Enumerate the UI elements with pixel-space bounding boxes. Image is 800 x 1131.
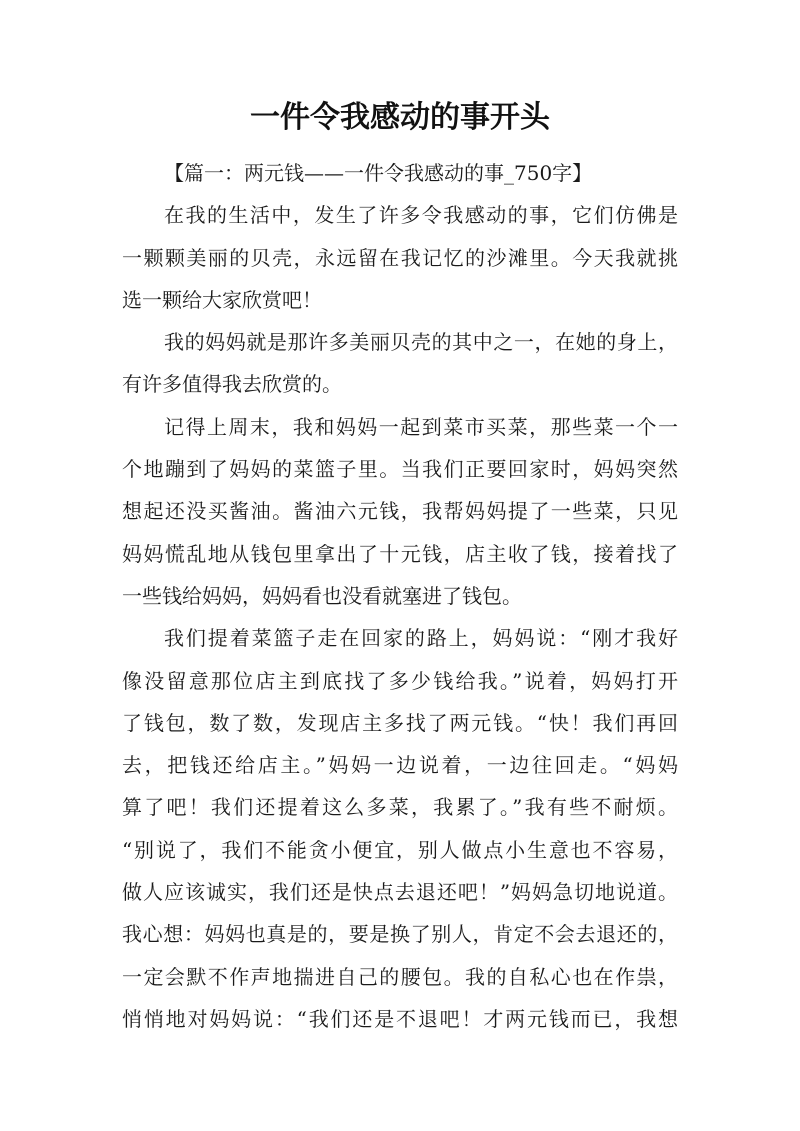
text-line: 像没留意那位店主到底找了多少钱给我。”说着，妈妈打开: [122, 668, 678, 693]
text-line: 悄悄地对妈妈说：“我们还是不退吧！才两元钱而已，我想: [122, 1006, 678, 1031]
text-line: 一些钱给妈妈，妈妈看也没看就塞进了钱包。: [122, 583, 522, 608]
text-line: 做人应该诚实，我们还是快点去退还吧！”妈妈急切地说道。: [122, 880, 678, 905]
text-line: 有许多值得我去欣赏的。: [122, 372, 342, 397]
article-body: [122, 152, 678, 1040]
text-line: 算了吧！我们还提着这么多菜，我累了。”我有些不耐烦。: [122, 795, 678, 820]
text-line: 了钱包，数了数，发现店主多找了两元钱。“快！我们再回: [122, 710, 678, 735]
text-line: 记得上周末，我和妈妈一起到菜市买菜，那些菜一个一: [164, 414, 678, 439]
text-line: 去，把钱还给店主。”妈妈一边说着，一边往回走。“妈妈: [122, 753, 678, 778]
text-line: 选一颗给大家欣赏吧！: [122, 287, 322, 312]
text-line: 妈妈慌乱地从钱包里拿出了十元钱，店主收了钱，接着找了: [122, 541, 678, 566]
text-line: 【篇一：两元钱——一件令我感动的事_750字】: [164, 161, 593, 185]
text-line: 我的妈妈就是那许多美丽贝壳的其中之一，在她的身上，: [164, 330, 678, 355]
page-title: 一件令我感动的事开头: [250, 100, 550, 135]
text-line: 一定会默不作声地揣进自己的腰包。我的自私心也在作祟，: [122, 964, 678, 989]
text-line: 我们提着菜篮子走在回家的路上，妈妈说：“刚才我好: [164, 626, 678, 651]
text-line: 个地蹦到了妈妈的菜篮子里。当我们正要回家时，妈妈突然: [122, 457, 678, 482]
text-line: 一颗颗美丽的贝壳，永远留在我记忆的沙滩里。今天我就挑: [122, 245, 678, 270]
text-line: 我心想：妈妈也真是的，要是换了别人，肯定不会去退还的，: [122, 922, 678, 947]
text-line: 想起还没买酱油。酱油六元钱，我帮妈妈提了一些菜，只见: [122, 499, 678, 524]
text-line: 在我的生活中，发生了许多令我感动的事，它们仿佛是: [164, 203, 678, 228]
text-line: “别说了，我们不能贪小便宜，别人做点小生意也不容易，: [122, 837, 678, 862]
